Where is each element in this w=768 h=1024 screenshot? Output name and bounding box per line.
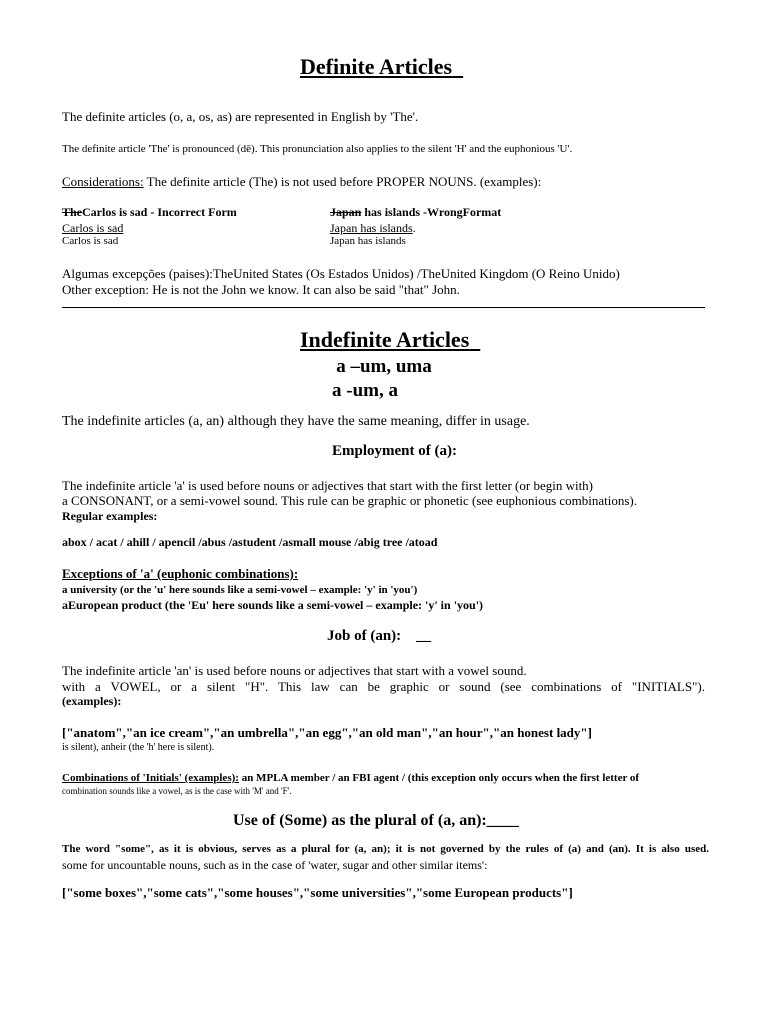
section-divider xyxy=(62,307,705,308)
job-paragraph-1: The indefinite article 'an' is used before nouns or adjectives that start with a vowel sound. xyxy=(62,663,527,678)
definite-articles-title: Definite Articles xyxy=(300,54,453,79)
exceptions-heading: Exceptions of 'a' (euphonic combinations): xyxy=(62,566,299,581)
strike-the: The xyxy=(62,205,83,219)
considerations-label: Considerations: xyxy=(62,174,144,189)
job-heading xyxy=(327,629,431,644)
example-left-correct-underlined: Carlos is sad xyxy=(62,221,124,235)
regular-examples: abox / acat / ahill / apencil /abus /astudent /asmall mouse /abig tree /atoad xyxy=(62,535,438,549)
some-heading-text: Use of (Some) as the plural of (a, an): xyxy=(233,812,487,829)
considerations-text: The definite article (The) is not used before PROPER NOUNS. (examples): xyxy=(143,174,542,189)
exception-european: aEuropean product (the 'Eu' here sounds like a semi-vowel – example: 'y' in 'you') xyxy=(62,598,484,612)
initials-text: an MPLA member / an FBI agent / (this exception only occurs when the first letter of xyxy=(238,772,640,784)
employment-heading: Employment of (a): xyxy=(332,443,457,459)
initials-label: Combinations of 'Initials' (examples): xyxy=(62,772,239,784)
some-paragraph-1: The word "some", as it is obvious, serves as a plural for (a, an); it is not governed by the rules of (a) and (an). It is also used. xyxy=(62,843,709,855)
regular-examples-label: Regular examples: xyxy=(62,509,158,523)
example-right-correct-underlined xyxy=(330,222,416,234)
employment-paragraph-1: The indefinite article 'a' is used before nouns or adjectives that start with the first letter (or begin with) xyxy=(62,478,594,493)
exceptions-countries: Algumas excepções (paises):TheUnited States (Os Estados Unidos) /TheUnited Kingdom (O Reino Unido) xyxy=(62,266,620,281)
indefinite-subtitle-2: a -um, a xyxy=(332,380,398,401)
example-left-correct: Carlos is sad xyxy=(62,235,119,247)
some-examples: ["some boxes","some cats","some houses","some universities","some European products"] xyxy=(62,885,573,900)
an-examples-note: is silent), anheir (the 'h' here is silent). xyxy=(62,742,215,753)
exceptions-other: Other exception: He is not the John we know. It can also be said "that" John. xyxy=(62,282,460,297)
indefinite-articles-title: Indefinite Articles xyxy=(300,327,470,352)
job-examples-label: (examples): xyxy=(62,694,122,708)
strike-japan: Japan xyxy=(330,205,362,219)
example-left-incorrect-text: Carlos is sad - Incorrect Form xyxy=(82,205,237,219)
job-heading-blank: __ xyxy=(416,628,432,644)
initials-line xyxy=(62,773,639,784)
example-right-incorrect xyxy=(330,206,501,218)
considerations-line xyxy=(62,175,541,188)
initials-note: combination sounds like a vowel, as is the case with 'M' and 'F'. xyxy=(62,786,292,796)
employment-paragraph-2: a CONSONANT, or a semi-vowel sound. This rule can be graphic or phonetic (see euphonious combinations). xyxy=(62,493,638,508)
definite-pronunciation: The definite article 'The' is pronounced (dē). This pronunciation also applies to the silent 'H' and the euphonious 'U'. xyxy=(62,143,573,155)
indefinite-subtitle-1: a –um, uma xyxy=(336,356,432,377)
job-paragraph-2: with a VOWEL, or a silent "H". This law can be graphic or sound (see combinations of "INITIALS"). xyxy=(62,679,705,694)
some-heading-blank: ____ xyxy=(486,812,519,829)
definite-intro: The definite articles (o, a, os, as) are represented in English by 'The'. xyxy=(62,109,419,124)
some-paragraph-2: some for uncountable nouns, such as in the case of 'water, sugar and other similar items': xyxy=(62,858,488,872)
an-examples: ["anatom","an ice cream","an umbrella","an egg","an old man","an hour","an honest lady"] xyxy=(62,725,592,740)
example-right-incorrect-text: has islands -WrongFormat xyxy=(361,205,502,219)
example-right-period: . xyxy=(412,221,416,235)
indefinite-intro: The indefinite articles (a, an) although they have the same meaning, differ in usage. xyxy=(62,414,530,429)
example-right-correct: Japan has islands xyxy=(330,235,406,247)
example-left-incorrect xyxy=(62,206,237,218)
job-heading-text: Job of (an): xyxy=(327,628,402,644)
some-heading xyxy=(233,813,519,829)
exception-university: a university (or the 'u' here sounds like a semi-vowel – example: 'y' in 'you') xyxy=(62,584,418,596)
example-right-correct-text: Japan has islands xyxy=(330,221,413,235)
